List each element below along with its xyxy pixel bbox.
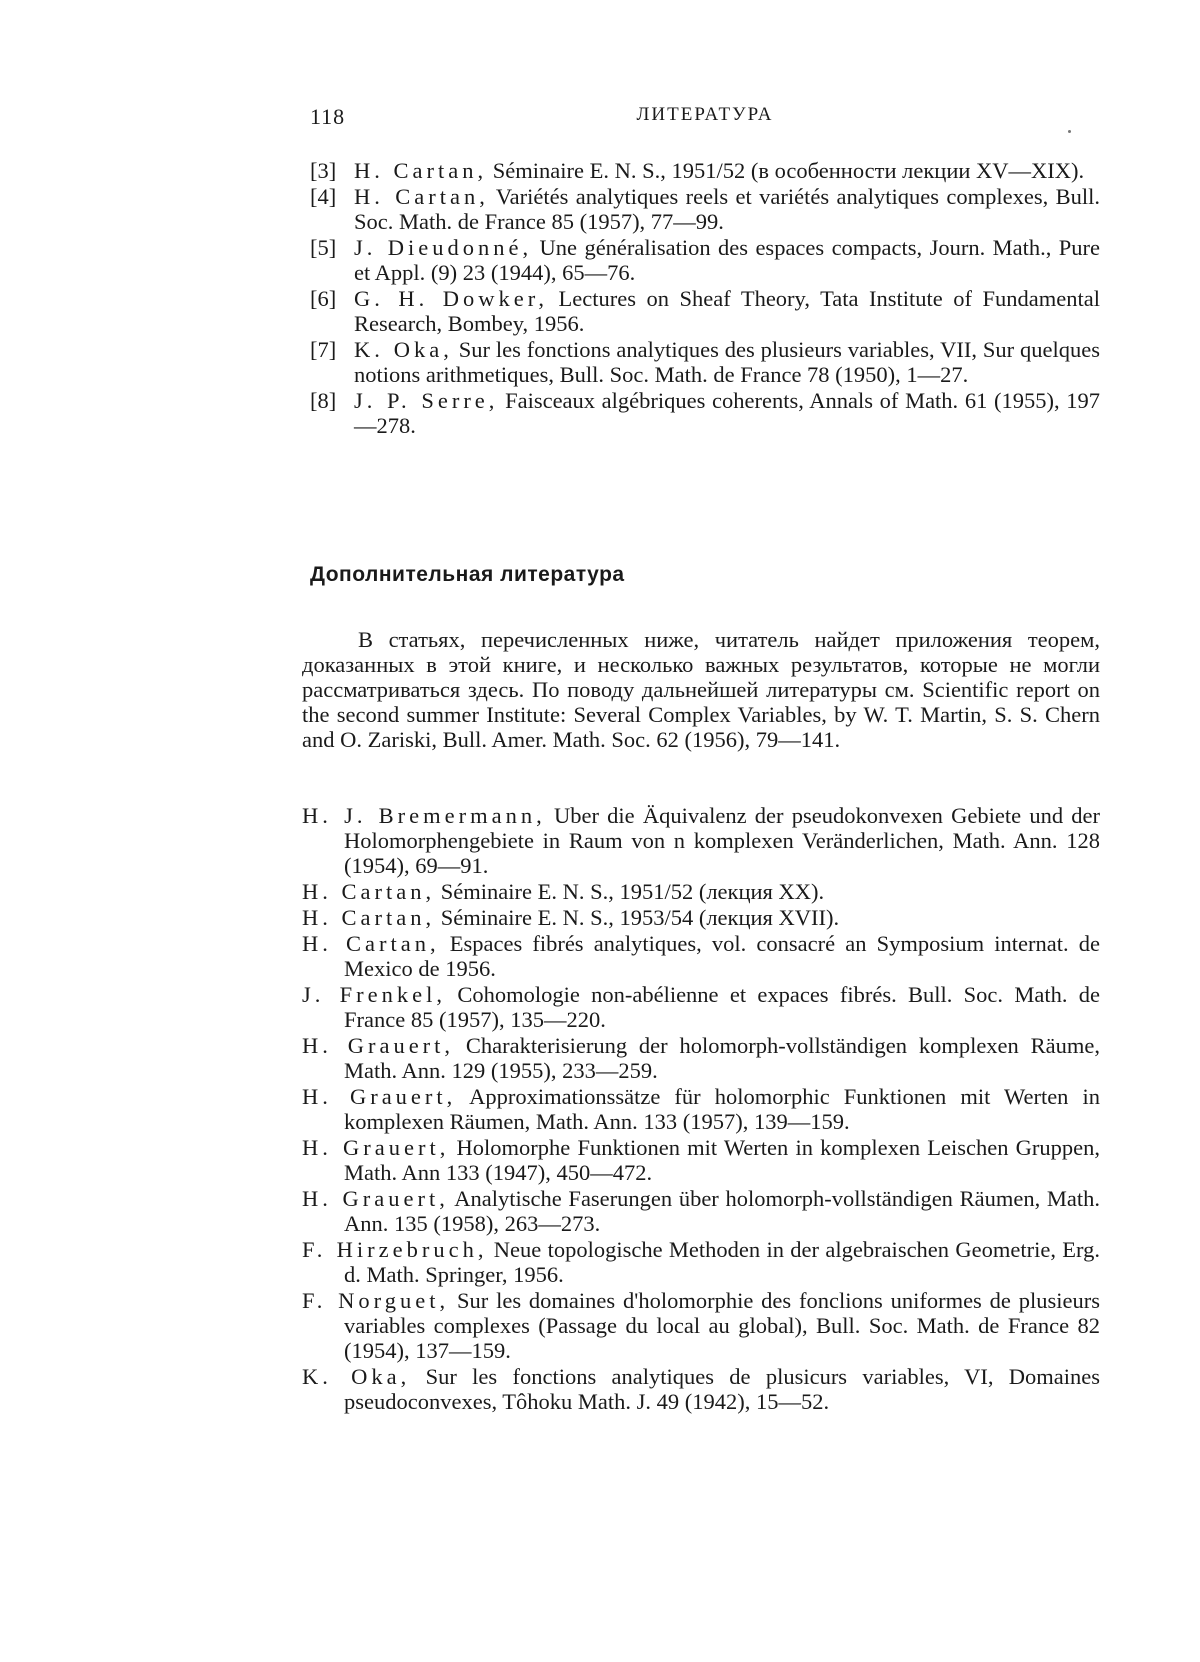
reference-author: F. Hirzebruch,: [302, 1237, 488, 1262]
reference-number: [8]: [310, 388, 337, 413]
reference-text: Lectures on Sheaf Theory, Tata Institute of Fundamental Research, Bombey, 1956.: [354, 286, 1100, 336]
additional-reference-item: [302, 1186, 1100, 1236]
reference-text: Holomorphe Funktionen mit Werten in komplexen Leischen Gruppen, Math. Ann 133 (1947), 450—472.: [344, 1135, 1100, 1185]
reference-text: Variétés analytiques reels et variétés analytiques complexes, Bull. Soc. Math. de France 85 (1957), 77—99.: [354, 184, 1100, 234]
additional-reference-item: [302, 803, 1100, 878]
additional-reference-item: [302, 1288, 1100, 1363]
additional-reference-item: [302, 931, 1100, 981]
reference-author: H. Cartan,: [302, 905, 436, 930]
additional-reference-item: [302, 1135, 1100, 1185]
reference-author: H. Grauert,: [302, 1084, 457, 1109]
reference-author: J. Frenkel,: [302, 982, 447, 1007]
reference-author: K. Oka,: [302, 1364, 411, 1389]
reference-text: Analytische Faserungen über holomorph-vollständigen Räumen, Math. Ann. 135 (1958), 263—273.: [344, 1186, 1100, 1236]
reference-text: Uber die Äquivalenz der pseudokonvexen Gebiete und der Holomorphengebiete in Raum von n komplexen Veränderlichen, Math. Ann. 128 (1954), 69—91.: [344, 803, 1101, 878]
reference-number: [3]: [310, 158, 337, 183]
reference-text: Sur les fonctions analytiques de plusicurs variables, VI, Domaines pseudoconvexes, Tôhoku Math. J. 49 (1942), 15—52.: [344, 1364, 1101, 1414]
section-title: Дополнительная литература: [310, 563, 625, 586]
reference-text: Espaces fibrés analytiques, vol. consacré an Symposium internat. de Mexico de 1956.: [344, 931, 1100, 981]
reference-item: [310, 286, 1100, 336]
reference-author: J. Dieudonné,: [354, 235, 533, 260]
reference-text: Neue topologische Methoden in der algebraischen Geometrie, Erg. d. Math. Springer, 1956.: [344, 1237, 1100, 1287]
additional-reference-item: [302, 905, 1100, 930]
reference-text: Séminaire E. N. S., 1953/54 (лекция XVII).: [435, 905, 840, 930]
reference-text: Cohomologie non-abélienne et expaces fibrés. Bull. Soc. Math. de France 85 (1957), 135—220.: [344, 982, 1100, 1032]
reference-number: [5]: [310, 235, 337, 260]
reference-text: Charakterisierung der holomorph-vollständigen komplexen Räume, Math. Ann. 129 (1955), 233—259.: [344, 1033, 1100, 1083]
additional-reference-list: [302, 803, 1100, 1415]
reference-author: H. Cartan,: [354, 158, 488, 183]
page-number: 118: [310, 104, 346, 129]
reference-text: Séminaire E. N. S., 1951/52 (в особенности лекции XV—XIX).: [487, 158, 1085, 183]
reference-number: [4]: [310, 184, 337, 209]
reference-author: H. Grauert,: [302, 1186, 449, 1211]
reference-author: H. Grauert,: [302, 1033, 455, 1058]
additional-reference-item: [302, 1237, 1100, 1287]
additional-reference-item: [302, 1033, 1100, 1083]
additional-reference-item: [302, 879, 1100, 904]
additional-reference-item: [302, 982, 1100, 1032]
intro-paragraph: В статьях, перечисленных ниже, читатель найдет приложения теорем, доказанных в этой книге, и несколько важных результатов, которые не могли рассматриваться здесь. По поводу дальнейшей литературы см. Scientific report on the second summer Institute: Several Complex Variables, by W. T. Martin, S. S. Chern and O. Zariski, Bull. Amer. Math. Soc. 62 (1956), 79—141.: [302, 627, 1100, 752]
reference-number: [7]: [310, 337, 337, 362]
reference-author: G. H. Dowker,: [354, 286, 548, 311]
reference-list: [310, 158, 1100, 439]
page-header: [310, 104, 1100, 136]
reference-text: Sur les domaines d'holomorphie des fonclions uniformes de plusieurs variables complexes (Passage du local au global), Bull. Soc. Math. de France 82 (1954), 137—159.: [344, 1288, 1100, 1363]
reference-author: K. Oka,: [354, 337, 453, 362]
reference-text: Faisceaux algébriques coherents, Annals of Math. 61 (1955), 197—278.: [354, 388, 1100, 438]
reference-item: [310, 337, 1100, 387]
reference-number: [6]: [310, 286, 337, 311]
running-head: ЛИТЕРАТУРА: [636, 104, 774, 125]
reference-author: F. Norguet,: [302, 1288, 450, 1313]
reference-text: Une généralisation des espaces compacts, Journ. Math., Pure et Appl. (9) 23 (1944), 65—76.: [354, 235, 1100, 285]
reference-item: [310, 235, 1100, 285]
reference-author: J. P. Serre,: [354, 388, 499, 413]
reference-text: Séminaire E. N. S., 1951/52 (лекция XX).: [435, 879, 825, 904]
reference-item: [310, 184, 1100, 234]
reference-author: H. Grauert,: [302, 1135, 450, 1160]
additional-reference-item: [302, 1364, 1100, 1414]
reference-author: H. Cartan,: [354, 184, 489, 209]
reference-item: [310, 158, 1100, 183]
additional-reference-item: [302, 1084, 1100, 1134]
reference-item: [310, 388, 1100, 438]
reference-text: Sur les fonctions analytiques des plusieurs variables, VII, Sur quelques notions arithmetiques, Bull. Soc. Math. de France 78 (1950), 1—27.: [354, 337, 1100, 387]
reference-author: H. Cartan,: [302, 931, 440, 956]
reference-text: Approximationssätze für holomorphic Funktionen mit Werten in komplexen Räumen, Math. Ann. 133 (1957), 139—159.: [344, 1084, 1101, 1134]
reference-author: H. J. Bremermann,: [302, 803, 546, 828]
print-speck: [1068, 130, 1071, 133]
reference-author: H. Cartan,: [302, 879, 436, 904]
